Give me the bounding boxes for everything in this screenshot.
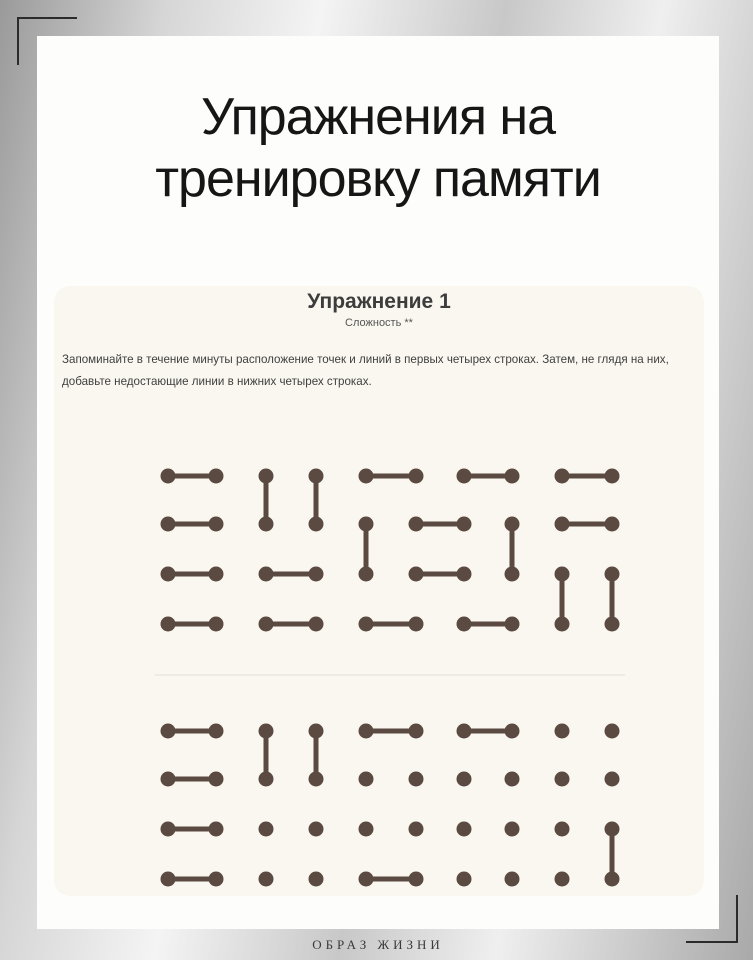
dot [359,872,374,887]
dot [605,724,620,739]
dot [555,469,570,484]
dot [409,772,424,787]
dot [259,724,274,739]
dot [259,872,274,887]
dot [605,872,620,887]
dot [309,724,324,739]
dot [409,469,424,484]
dot [209,724,224,739]
dot [161,822,176,837]
dot [309,872,324,887]
dot [555,822,570,837]
dot [457,724,472,739]
dot [457,772,472,787]
dot [555,517,570,532]
dot [505,469,520,484]
dot [209,617,224,632]
dot [555,724,570,739]
dot [309,567,324,582]
dot [359,469,374,484]
dot [161,469,176,484]
dot [209,517,224,532]
dot [505,872,520,887]
dot [259,617,274,632]
dot [505,617,520,632]
footer-brand: ОБРАЗ ЖИЗНИ [312,937,444,952]
dot [605,617,620,632]
dot [409,567,424,582]
dot [457,469,472,484]
dot [457,822,472,837]
dot [457,517,472,532]
dot [161,772,176,787]
dot [259,772,274,787]
dot [409,517,424,532]
dot [605,469,620,484]
dot [605,772,620,787]
dot [161,567,176,582]
dot [309,517,324,532]
dot [409,872,424,887]
dot [309,617,324,632]
dot [359,772,374,787]
dot [409,617,424,632]
dot [161,872,176,887]
dot [555,772,570,787]
dot [161,724,176,739]
dot [457,617,472,632]
dot [605,822,620,837]
dot [505,724,520,739]
exercise-instructions: Запоминайте в течение минуты расположение точек и линий в первых четырех строках. Затем, не глядя на них, добавьте недостающие линии в нижних четырех строках. [62,353,669,388]
pattern-bottom [161,724,620,887]
dot [209,772,224,787]
dot [359,822,374,837]
dot [409,724,424,739]
dot [505,567,520,582]
dot [161,617,176,632]
title-line-1: Упражнения на [200,88,556,146]
dot [209,469,224,484]
dot [359,724,374,739]
dot [555,872,570,887]
dot [605,517,620,532]
dot [359,567,374,582]
dot [505,772,520,787]
dot [259,469,274,484]
dot [359,617,374,632]
dot [259,822,274,837]
dot [409,822,424,837]
dot [209,872,224,887]
pattern-top [161,469,620,632]
dot [505,517,520,532]
dot [457,872,472,887]
dot [359,517,374,532]
dot [309,772,324,787]
dot [555,617,570,632]
dot [259,517,274,532]
exercise-title: Упражнение 1 [307,290,451,313]
dot [161,517,176,532]
dot [309,469,324,484]
dot [209,567,224,582]
title-line-2: тренировку памяти [155,150,601,208]
dot [555,567,570,582]
exercise-difficulty: Сложность ** [345,317,413,329]
dot [605,567,620,582]
dot [309,822,324,837]
dot [505,822,520,837]
dot [259,567,274,582]
dot [457,567,472,582]
dot [209,822,224,837]
